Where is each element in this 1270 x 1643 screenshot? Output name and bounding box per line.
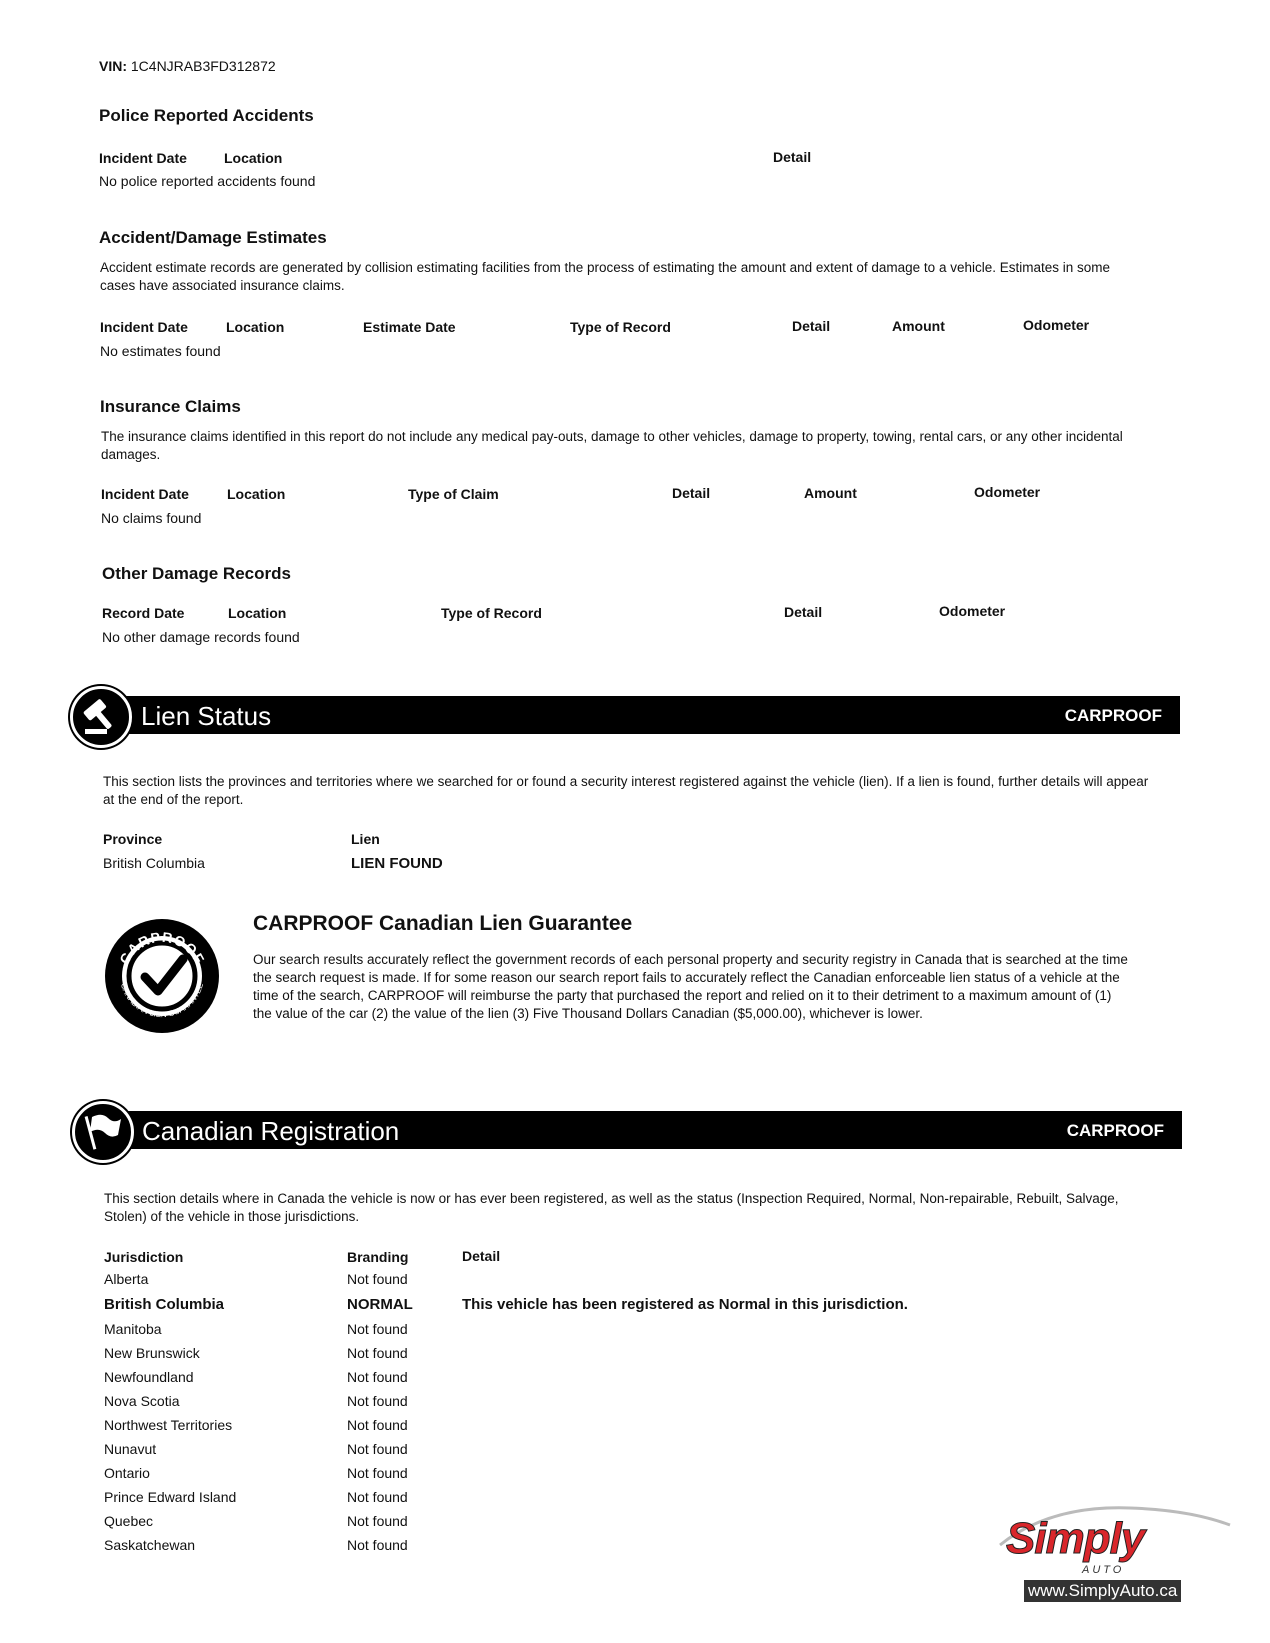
other-damage-title: Other Damage Records — [102, 564, 291, 583]
lien-status-brand: CARPROOF — [1064, 706, 1162, 725]
registration-row-branding: Not found — [347, 1393, 408, 1409]
estimates-header-type-of-record: Type of Record — [570, 319, 671, 335]
guarantee-text: Our search results accurately reflect the government records of each personal property and security registry in Canada that is searched at the time the search request is made. If for some reason our search report fails to accurately reflect the Canadian enforceable lien status of a vehicle at the time of the search, CARPROOF will reimburse the party that purchased the report and relied on it to their detriment to a maximum amount of (1) the value of the car (2) the value of the lien (3) Five Thousand Dollars Canadian ($5,000.00), whichever is lower. — [253, 952, 1128, 1021]
registration-row-jurisdiction: Saskatchewan — [104, 1537, 196, 1553]
insurance-claims-title: Insurance Claims — [100, 397, 241, 416]
registration-row-jurisdiction: Nova Scotia — [104, 1393, 180, 1409]
lien-header-province: Province — [103, 831, 163, 847]
vin-label: VIN: — [99, 58, 127, 74]
other-damage-empty-message: No other damage records found — [102, 629, 300, 645]
registration-row-jurisdiction: Quebec — [104, 1513, 154, 1529]
police-header-location: Location — [224, 150, 283, 166]
guarantee-title: CARPROOF Canadian Lien Guarantee — [253, 912, 633, 935]
estimates-header-amount: Amount — [892, 318, 945, 334]
seal-bottom-text: CANADIAN LIEN GUARANTEE — [118, 982, 206, 1020]
lien-row-status: LIEN FOUND — [351, 855, 443, 872]
registration-row-jurisdiction: British Columbia — [104, 1296, 225, 1313]
registration-row-jurisdiction: Newfoundland — [104, 1369, 194, 1385]
estimates-header-detail: Detail — [792, 318, 831, 334]
gavel-icon — [70, 686, 132, 748]
registration-row-jurisdiction: Nunavut — [104, 1441, 157, 1457]
lien-status-title: Lien Status — [141, 701, 272, 731]
registration-row-branding: Not found — [347, 1537, 408, 1553]
registration-row-detail: This vehicle has been registered as Normal in this jurisdiction. — [462, 1296, 908, 1313]
estimates-description: Accident estimate records are generated by collision estimating facilities from the process of estimating the amount and extent of damage to a vehicle. Estimates in some cases have associated insurance claims. — [100, 260, 1111, 293]
other-damage-header-detail: Detail — [784, 604, 823, 620]
registration-description: This section details where in Canada the vehicle is now or has ever been registered, as well as the status (Inspection Required, Normal, Non-repairable, Rebuilt, Salvage, Stolen) of the vehicle in those jurisdictions. — [104, 1191, 1119, 1224]
registration-row-jurisdiction: Manitoba — [104, 1321, 162, 1337]
registration-row-branding: Not found — [347, 1271, 408, 1287]
registration-header-branding: Branding — [347, 1249, 409, 1265]
registration-row-branding: Not found — [347, 1369, 408, 1385]
canadian-registration-title: Canadian Registration — [142, 1116, 400, 1146]
police-empty-message: No police reported accidents found — [99, 173, 316, 189]
registration-row-branding: Not found — [347, 1321, 408, 1337]
registration-row-branding: Not found — [347, 1417, 408, 1433]
claims-header-amount: Amount — [804, 485, 857, 501]
vin-value: 1C4NJRAB3FD312872 — [130, 58, 276, 74]
registration-row-branding: Not found — [347, 1465, 408, 1481]
registration-row-jurisdiction: Alberta — [104, 1271, 149, 1287]
seal-top-text: CARPROOF — [115, 928, 209, 967]
estimates-header-location: Location — [226, 319, 285, 335]
simply-auto-logo — [990, 1500, 1240, 1610]
lien-header-lien: Lien — [351, 831, 380, 847]
other-damage-header-type-of-record: Type of Record — [441, 605, 542, 621]
other-damage-header-odometer: Odometer — [939, 603, 1006, 619]
registration-row-branding: Not found — [347, 1345, 408, 1361]
registration-row-branding: Not found — [347, 1489, 408, 1505]
registration-row-jurisdiction: Prince Edward Island — [104, 1489, 237, 1505]
logo-sub: AUTO — [1082, 1564, 1125, 1576]
other-damage-header-record-date: Record Date — [102, 605, 185, 621]
claims-header-detail: Detail — [672, 485, 711, 501]
registration-row-jurisdiction: New Brunswick — [104, 1345, 200, 1361]
lien-description: This section lists the provinces and territories where we searched for or found a security interest registered against the vehicle (lien). If a lien is found, further details will appear at the end of the report. — [103, 774, 1149, 807]
registration-header-detail: Detail — [462, 1248, 501, 1264]
lien-row-province: British Columbia — [103, 855, 205, 871]
claims-header-odometer: Odometer — [974, 484, 1041, 500]
estimates-header-estimate-date: Estimate Date — [363, 319, 456, 335]
claims-header-incident-date: Incident Date — [101, 486, 189, 502]
estimates-title: Accident/Damage Estimates — [99, 228, 327, 247]
logo-url: www.SimplyAuto.ca — [1024, 1580, 1181, 1602]
police-accidents-title: Police Reported Accidents — [99, 106, 314, 125]
claims-header-type-of-claim: Type of Claim — [408, 486, 499, 502]
logo-name: Simply — [1006, 1514, 1145, 1563]
vin-line — [99, 58, 276, 74]
registration-header-jurisdiction: Jurisdiction — [104, 1249, 184, 1265]
police-header-detail: Detail — [773, 149, 812, 165]
carproof-guarantee-seal — [103, 917, 221, 1035]
claims-empty-message: No claims found — [101, 510, 202, 526]
canadian-registration-header-bar — [100, 1111, 1182, 1149]
estimates-header-incident-date: Incident Date — [100, 319, 188, 335]
registration-row-branding: Not found — [347, 1513, 408, 1529]
estimates-empty-message: No estimates found — [100, 343, 221, 359]
claims-header-location: Location — [227, 486, 286, 502]
other-damage-header-location: Location — [228, 605, 287, 621]
registration-row-jurisdiction: Ontario — [104, 1465, 150, 1481]
police-header-incident-date: Incident Date — [99, 150, 187, 166]
canadian-registration-brand: CARPROOF — [1066, 1121, 1164, 1140]
lien-status-header-bar — [98, 696, 1180, 734]
registration-row-branding: NORMAL — [347, 1296, 413, 1313]
registration-row-jurisdiction: Northwest Territories — [104, 1417, 233, 1433]
flag-icon — [72, 1101, 134, 1163]
registration-row-branding: Not found — [347, 1441, 408, 1457]
estimates-header-odometer: Odometer — [1023, 317, 1090, 333]
insurance-claims-description: The insurance claims identified in this report do not include any medical pay-outs, damage to other vehicles, damage to property, towing, rental cars, or any other incidental damages. — [101, 429, 1123, 462]
